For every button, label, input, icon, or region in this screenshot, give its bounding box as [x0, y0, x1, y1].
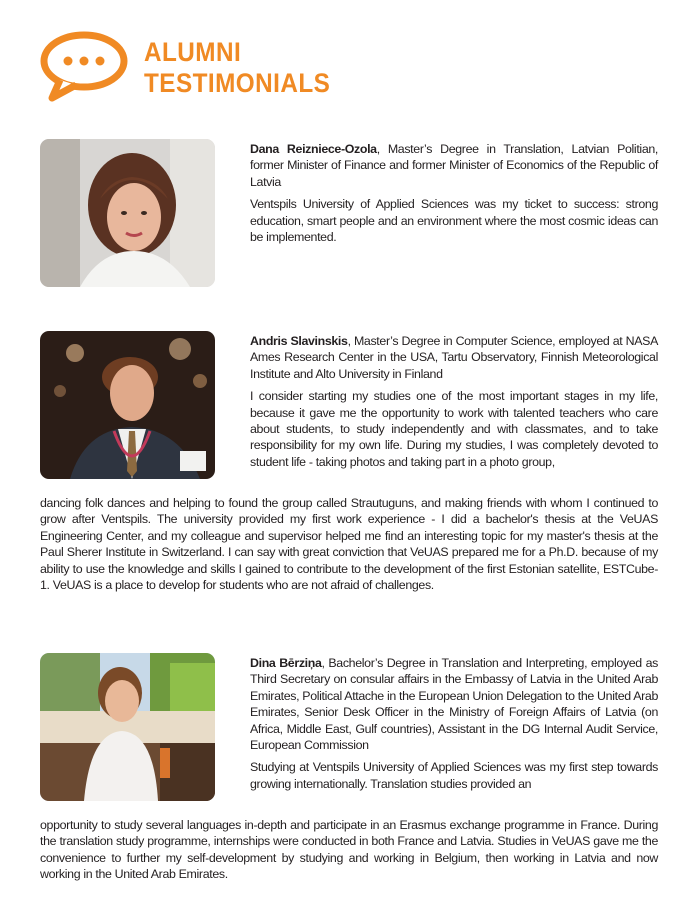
testimonial-1-credentials: , Master’s Degree in Translation, Latvian Politian, former Minister of Finance and former Minister of Economics of the Republic of Latvia — [250, 142, 658, 189]
title-line-2: TESTIMONIALS — [144, 68, 331, 98]
testimonial-2-credentials-line — [250, 333, 658, 382]
page-title — [144, 37, 330, 99]
testimonial-3-quote-part1: Studying at Ventspils University of Applied Sciences was my first step towards growing internationally. Translation studies provided an — [250, 760, 658, 791]
testimonial-1-credentials-line — [250, 141, 658, 190]
testimonial-1-quote: Ventspils University of Applied Sciences was my ticket to success: strong education, smart people and an environment where the most cosmic ideas can be implemented. — [250, 197, 658, 245]
testimonial-3-name: Dina Bērziņa — [250, 656, 322, 670]
testimonial-2-credentials: , Master’s Degree in Computer Science, employed at NASA Ames Research Center in the USA, Tartu Observatory, Finnish Meteorological Institute and Alto University in Finland — [250, 334, 658, 381]
testimonial-3-quote-part2: opportunity to study several languages in-depth and participate in an Erasmus exchange programme in France. During the translation study programme, internships were conducted in both France and Latvia. Studies in VeUAS gave me the convenience to further my self-development by studying and working in Belgium, then working in Latvia and now working in the United Arab Emirates. — [40, 818, 658, 882]
speech-bubble-icon — [38, 28, 130, 102]
testimonial-1 — [250, 141, 658, 251]
testimonial-3-credentials-line — [250, 655, 658, 753]
testimonial-3-bottom — [40, 817, 658, 883]
testimonial-3-top — [250, 655, 658, 798]
photo-andris — [40, 331, 215, 479]
photo-dina — [40, 653, 215, 801]
testimonial-1-name: Dana Reizniece-Ozola — [250, 142, 377, 156]
testimonial-2-bottom — [40, 495, 658, 593]
testimonial-2-quote-part2: dancing folk dances and helping to found the group called Strautuguns, and making friends with whom I continued to grow after Ventspils. The university provided my first work experience - I did a bachelor's thesis at the VeUAS Engineering Center, and my colleague and supervisor helped me find an interesting topic for my master's thesis at the Paul Sherer Institute in Switzerland. I can say with great conviction that VeUAS prepared me for a Ph.D. because of my ability to use the knowledge and skills I gained to contribute to the development of the first Estonian satellite, ESTCube-1. VeUAS is a place to develop for students who are not afraid of challenges. — [40, 496, 658, 593]
photo-dana — [40, 139, 215, 287]
testimonial-3-credentials: , Bachelor’s Degree in Translation and Interpreting, employed as Third Secretary on consular affairs in the Embassy of Latvia in the United Arab Emirates, Political Attache in the European Union Delegation to the United Arab Emirates, Senior Desk Officer in the Ministry of Foreign Affairs of Latvia (on Africa, Middle East, Gulf countries), Assistant in the DG Internal Audit Service, European Commission — [250, 656, 658, 753]
testimonial-2-name: Andris Slavinskis — [250, 334, 348, 348]
page-header — [38, 28, 438, 108]
testimonial-2-top — [250, 333, 658, 476]
title-line-1: ALUMNI — [144, 37, 242, 67]
testimonial-2-quote-part1: I consider starting my studies one of the most important stages in my life, because it gave me the opportunity to work with talented teachers who care about students, to study independently and with classmates, and to take responsibility for my own life. During my studies, I was completely devoted to student life - taking photos and taking part in a photo group, — [250, 389, 658, 469]
